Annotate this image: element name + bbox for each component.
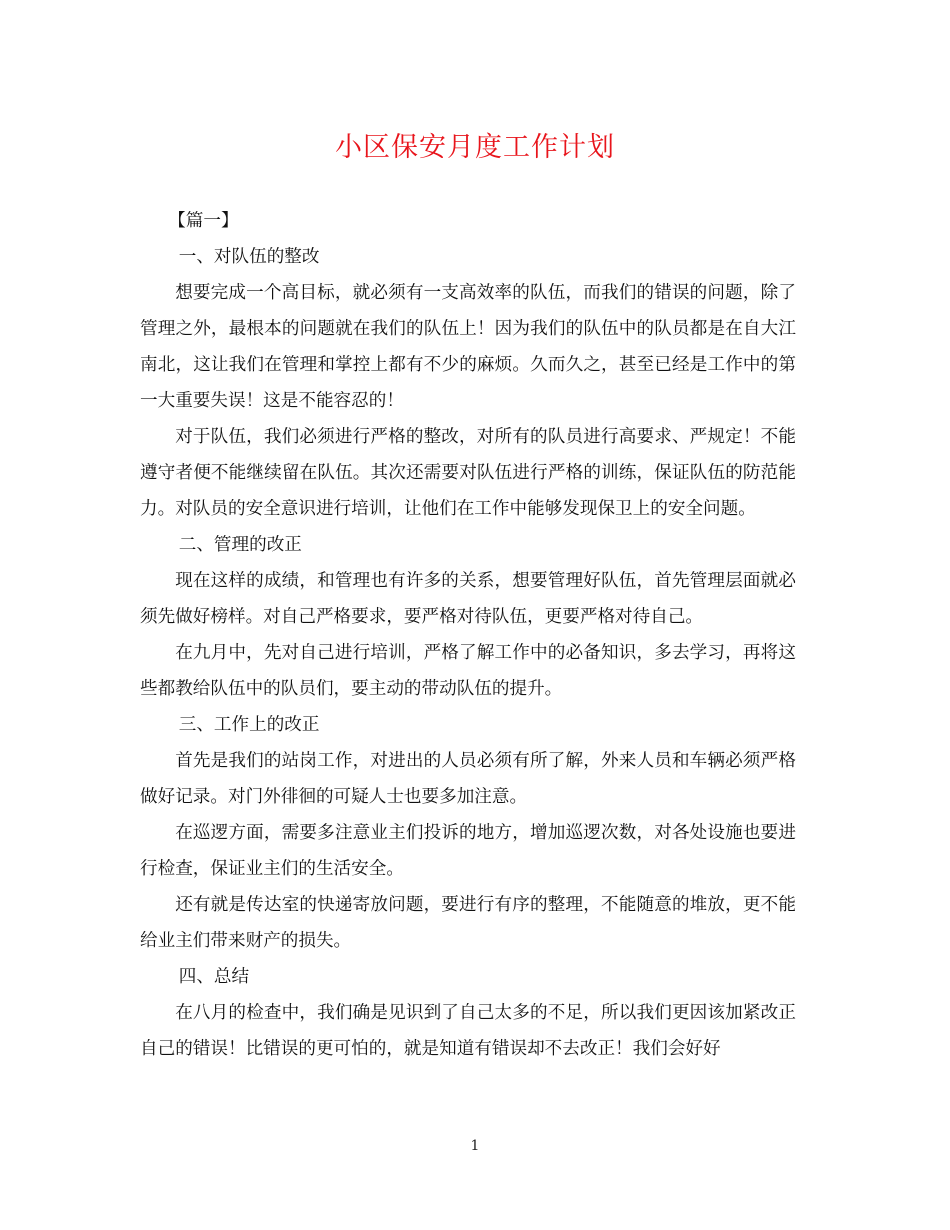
- paragraph: 在巡逻方面，需要多注意业主们投诉的地方，增加巡逻次数，对各处设施也要进行检查，保证业主们的生活安全。: [140, 823, 796, 879]
- document-body: [140, 203, 796, 1067]
- document-title: 小区保安月度工作计划: [335, 132, 615, 163]
- section-heading-4: 四、总结: [178, 967, 250, 987]
- paragraph: 在八月的检查中，我们确是见识到了自己太多的不足，所以我们更因该加紧改正自己的错误！比错误的更可怕的，就是知道有错误却不去改正！我们会好好: [140, 1003, 796, 1059]
- paragraph: 想要完成一个高目标，就必须有一支高效率的队伍，而我们的错误的问题，除了管理之外，最根本的问题就在我们的队伍上！因为我们的队伍中的队员都是在自大江南北，这让我们在管理和掌控上都有不少的麻烦。久而久之，甚至已经是工作中的第一大重要失误！这是不能容忍的！: [140, 283, 796, 411]
- paragraph: 现在这样的成绩，和管理也有许多的关系，想要管理好队伍，首先管理层面就必须先做好榜样。对自己严格要求，要严格对待队伍，更要严格对待自己。: [140, 571, 796, 627]
- section-marker: 【篇一】: [168, 211, 239, 231]
- paragraph: 首先是我们的站岗工作，对进出的人员必须有所了解，外来人员和车辆必须严格做好记录。对门外徘徊的可疑人士也要多加注意。: [140, 751, 796, 807]
- section-heading-3: 三、工作上的改正: [178, 715, 320, 735]
- section-heading-1: 一、对队伍的整改: [178, 247, 320, 267]
- paragraph: 在九月中，先对自己进行培训，严格了解工作中的必备知识，多去学习，再将这些都教给队伍中的队员们，要主动的带动队伍的提升。: [140, 643, 796, 699]
- paragraph: 对于队伍，我们必须进行严格的整改，对所有的队员进行高要求、严规定！不能遵守者便不能继续留在队伍。其次还需要对队伍进行严格的训练，保证队伍的防范能力。对队员的安全意识进行培训，让他们在工作中能够发现保卫上的安全问题。: [140, 427, 796, 519]
- page-number: 1: [470, 1138, 480, 1154]
- paragraph: 还有就是传达室的快递寄放问题，要进行有序的整理，不能随意的堆放，更不能给业主们带来财产的损失。: [140, 895, 796, 951]
- section-heading-2: 二、管理的改正: [178, 535, 302, 555]
